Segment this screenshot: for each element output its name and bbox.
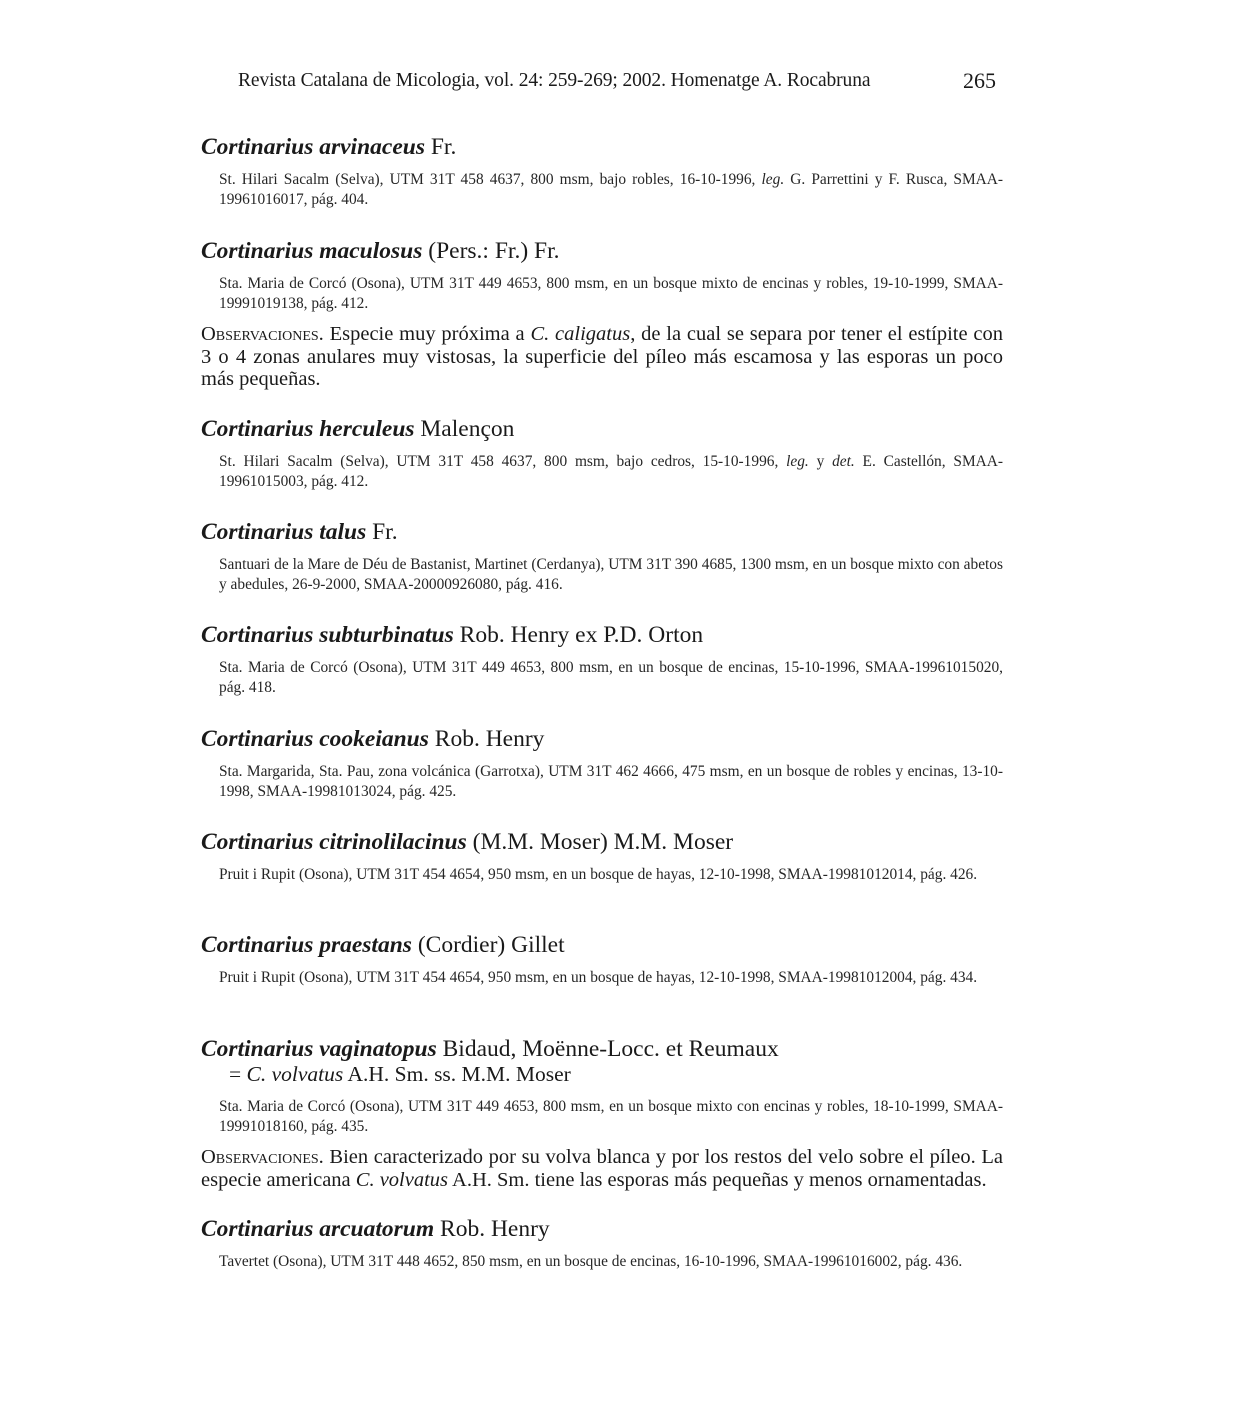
collection-record: Pruit i Rupit (Osona), UTM 31T 454 4654, 950 msm, en un bosque de hayas, 12-10-1998, SMAA-19981012004, pág. 434. [219,969,978,986]
species-author: Bidaud, Moënne-Locc. et Reumaux [436,1036,779,1062]
species-heading [201,519,1003,545]
page-number: 265 [963,68,996,93]
species-heading [201,416,1003,442]
collection-record: Santuari de la Mare de Déu de Bastanist, Martinet (Cerdanya), UTM 31T 390 4685, 1300 msm, en un bosque mixto con abetos y abedules, 26-9-2000, SMAA-20000926080, pág. 416. [219,556,1003,593]
species-entry [201,829,1003,885]
species-entry [201,134,1003,209]
species-entry [201,1036,1003,1136]
species-name: Cortinarius vaginatopus [201,1036,437,1062]
species-name: Cortinarius herculeus [201,416,415,442]
observations-paragraph: Observaciones. Especie muy próxima a C. caligatus, de la cual se separa por tener el estípite con 3 o 4 zonas anulares muy vistosas, la superficie del píleo más escamosa y las esporas un poco más pequeñas. [201,323,1004,390]
species-entry [201,416,1003,491]
species-name: Cortinarius praestans [201,932,412,958]
species-author: Rob. Henry [428,726,545,752]
species-heading [201,932,1003,958]
species-entry [201,519,1003,594]
observations-label: Observaciones. [201,323,324,345]
synonym-line: = C. volvatus A.H. Sm. ss. M.M. Moser [229,1062,571,1086]
species-name: Cortinarius citrinolilacinus [201,829,467,855]
species-heading [201,1036,1003,1062]
collection-record: Sta. Maria de Corcó (Osona), UTM 31T 449 4653, 800 msm, en un bosque mixto de encinas y robles, 19-10-1999, SMAA-19991019138, pág. 412. [219,275,1003,312]
species-heading [201,238,1003,264]
collection-record: St. Hilari Sacalm (Selva), UTM 31T 458 4637, 800 msm, bajo robles, 16-10-1996, leg. G. Parrettini y F. Rusca, SMAA-19961016017, pág. 404. [219,171,1004,208]
species-entry [201,1216,1003,1272]
species-author: (M.M. Moser) M.M. Moser [466,829,734,855]
species-entry [201,622,1003,697]
species-name: Cortinarius maculosus [201,238,423,264]
species-entry [201,238,1003,313]
species-name: Cortinarius arvinaceus [201,134,425,160]
species-heading [201,134,1003,160]
collection-record: Pruit i Rupit (Osona), UTM 31T 454 4654, 950 msm, en un bosque de hayas, 12-10-1998, SMAA-19981012014, pág. 426. [219,866,978,883]
species-entry [201,726,1003,801]
collection-record: Sta. Maria de Corcó (Osona), UTM 31T 449 4653, 800 msm, en un bosque de encinas, 15-10-1996, SMAA-19961015020, pág. 418. [219,659,1003,696]
species-author: Fr. [366,519,398,545]
page-header [238,70,996,96]
observations-paragraph: Observaciones. Bien caracterizado por su volva blanca y por los restos del velo sobre el píleo. La especie americana C. volvatus A.H. Sm. tiene las esporas más pequeñas y menos ornamentadas. [201,1146,1003,1191]
species-entry [201,932,1003,988]
running-title: Revista Catalana de Micologia, vol. 24: 259-269; 2002. Homenatge A. Rocabruna [238,70,871,91]
species-heading [201,726,1003,752]
collection-record: St. Hilari Sacalm (Selva), UTM 31T 458 4637, 800 msm, bajo cedros, 15-10-1996, leg. y det. E. Castellón, SMAA-19961015003, pág. 412. [219,453,1003,490]
species-author: (Pers.: Fr.) Fr. [422,238,560,264]
species-author: Rob. Henry ex P.D. Orton [453,622,704,648]
species-author: Fr. [424,134,457,160]
species-heading [201,622,1003,648]
species-author: (Cordier) Gillet [411,932,565,958]
species-name: Cortinarius arcuatorum [201,1216,435,1242]
synonym-name: C. volvatus [246,1062,344,1086]
species-author: Rob. Henry [434,1216,550,1242]
species-name: Cortinarius cookeianus [201,726,429,752]
species-author: Malençon [414,416,515,442]
species-name: Cortinarius subturbinatus [201,622,454,648]
collection-record: Sta. Margarida, Sta. Pau, zona volcánica (Garrotxa), UTM 31T 462 4666, 475 msm, en un bosque de robles y encinas, 13-10-1998, SMAA-19981013024, pág. 425. [219,763,1003,800]
species-heading [201,829,1003,855]
observations-label: Observaciones. [201,1146,324,1168]
collection-record: Tavertet (Osona), UTM 31T 448 4652, 850 msm, en un bosque de encinas, 16-10-1996, SMAA-19961016002, pág. 436. [219,1253,963,1270]
collection-record: Sta. Maria de Corcó (Osona), UTM 31T 449 4653, 800 msm, en un bosque mixto con encinas y robles, 18-10-1999, SMAA-19991018160, pág. 435. [219,1098,1003,1135]
species-heading [201,1216,1003,1242]
species-name: Cortinarius talus [201,519,367,545]
